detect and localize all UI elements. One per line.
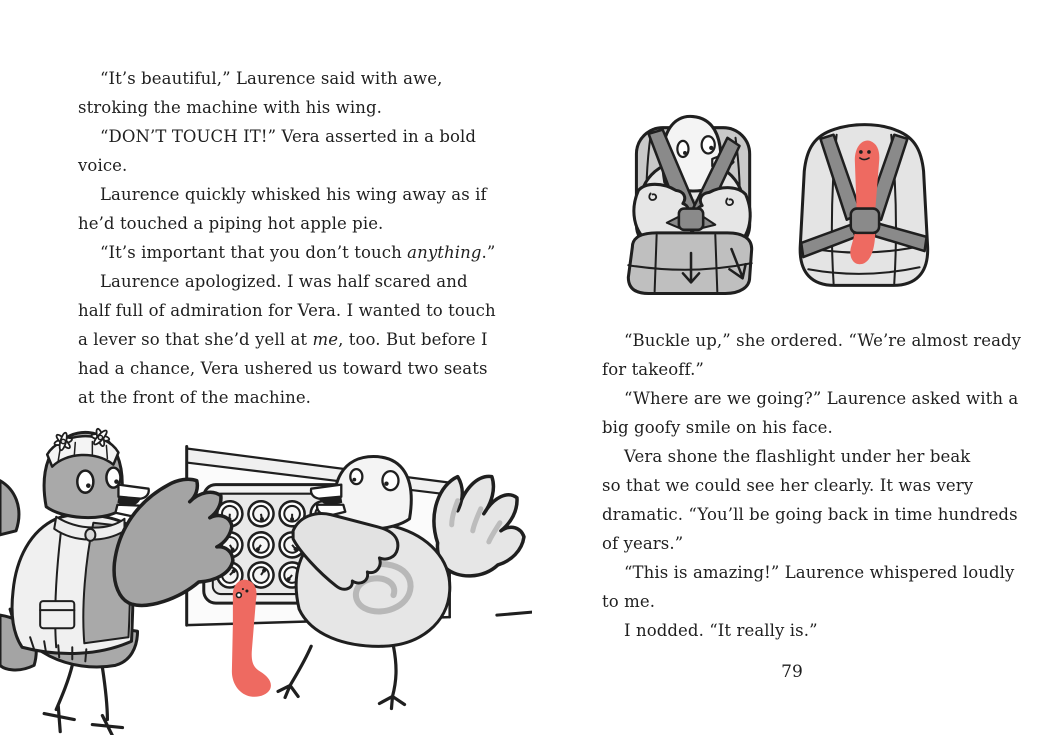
back-wing [0,481,19,535]
spread-wing [434,476,524,575]
vest-pocket [40,601,74,628]
beak [118,485,148,499]
pendant [85,529,95,541]
eye [77,471,93,493]
text-line: of years.” [602,534,684,553]
leg [92,667,122,735]
cockpit-illustration [0,418,532,735]
text-line: Laurence apologized. I was half scared and [100,272,468,291]
text-line: voice. [78,156,128,175]
text-line: “Where are we going?” Laurence asked with a [624,389,1019,408]
eye [350,469,362,484]
harness-buckle [851,209,879,233]
right-page-text [602,326,1022,645]
text-line: to me. [602,592,656,611]
carseat-svg [598,93,962,311]
text-line: stroking the machine with his wing. [78,98,383,117]
text-line: “It’s important that you don’t touch anything.” [100,243,496,262]
text-line: “DON’T TOUCH IT!” Vera asserted in a bold [100,127,477,146]
text-line: half full of admiration for Vera. I wanted to touch [78,301,496,320]
harness-buckle [679,209,703,230]
text-line: for takeoff.” [602,360,704,379]
text-line: a lever so that she’d yell at me, too. But before I [78,330,488,349]
leg [44,665,74,731]
text-line: “Buckle up,” she ordered. “We’re almost ready [624,331,1022,350]
text-line: Laurence quickly whisked his wing away as if [100,185,487,204]
eye [677,141,688,157]
text-line: so that we could see her clearly. It was very [602,476,974,495]
text-line: big goofy smile on his face. [602,418,833,437]
leg [278,646,311,697]
text-line: I nodded. “It really is.” [624,621,818,640]
text-line: at the front of the machine. [78,388,312,407]
text-line: had a chance, Vera ushered us toward two seats [78,359,488,378]
text-line: “This is amazing!” Laurence whispered loudly [624,563,1015,582]
laurence-pigeon [278,457,524,709]
text-line: he’d touched a piping hot apple pie. [78,214,384,233]
seat-with-pigeon [628,116,751,293]
eye [382,471,398,490]
text-line: Vera shone the flashlight under her beak [624,447,971,466]
left-page-text [78,64,530,412]
leg [379,646,404,708]
cockpit-svg [0,418,532,735]
text-line: “It’s beautiful,” Laurence said with awe, [100,69,443,88]
seat-with-worm [800,125,928,286]
page-number: 79 [781,662,803,682]
text-line: dramatic. “You’ll be going back in time hundreds [602,505,1018,524]
carseat-illustration [598,93,962,311]
eye [702,136,715,153]
